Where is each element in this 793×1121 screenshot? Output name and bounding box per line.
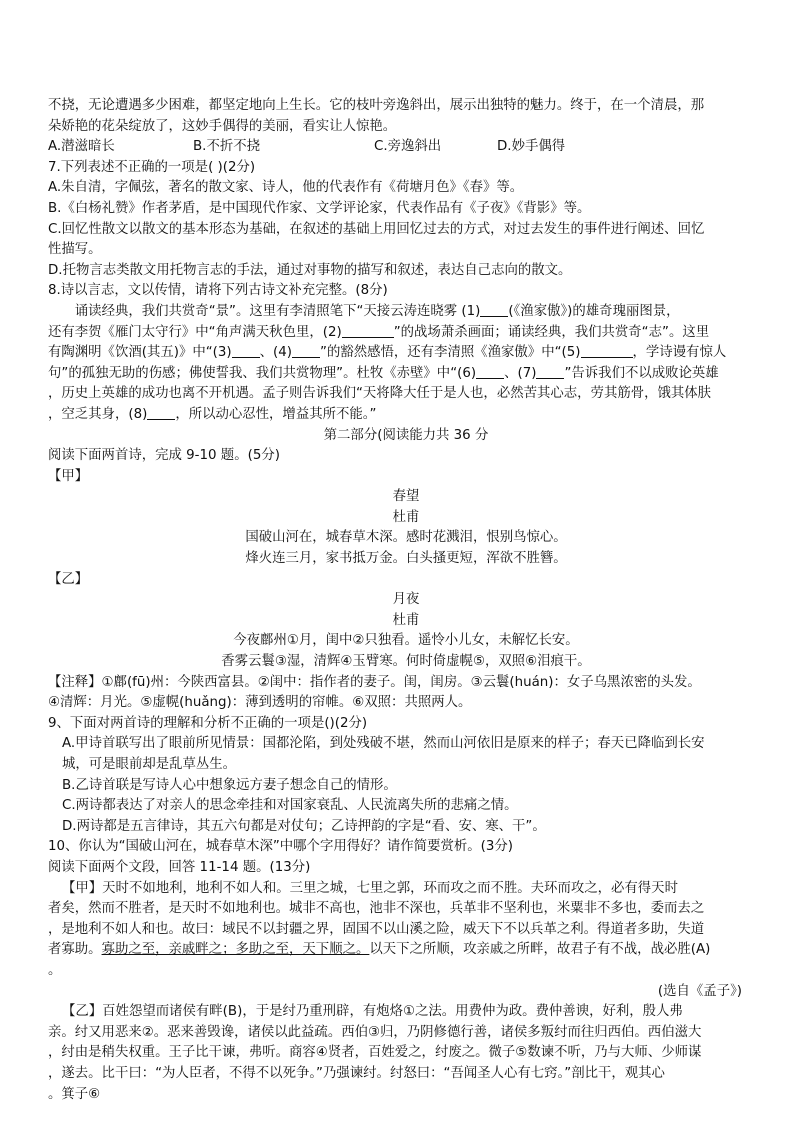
poem-yi-line: 今夜鄜州①月，闺中②只独看。遥怜小儿女，未解忆长安。 bbox=[233, 633, 579, 649]
answer-blank-8[interactable] bbox=[147, 405, 175, 420]
reading-intro: 阅读下面两个文段，回答 11-14 题。(13分) bbox=[48, 859, 311, 875]
passage-yi-line: ，纣由是稍失权重。王子比干谏，弗听。商容④贤者，百姓爱之，纣废之。微子⑤数谏不听，乃与大师、少师谋 bbox=[48, 1045, 702, 1061]
poem-yi-title: 月夜 bbox=[392, 592, 420, 608]
passage-source: (选自《孟子》) bbox=[657, 983, 742, 999]
q6-option-a: A.潜滋暗长 bbox=[48, 139, 115, 155]
poem-jia-line: 烽火连三月，家书抵万金。白头搔更短，浑欲不胜簪。 bbox=[245, 551, 567, 567]
q8-line: 有陶渊明《饮酒(其五)》中“(3) 、(4) ”的豁然感悟，还有李清照《渔家傲》中“(5) ，学诗谩有惊人 bbox=[48, 345, 727, 361]
q6-option-c: C.旁逸斜出 bbox=[374, 139, 442, 155]
poem-yi-label: 【乙】 bbox=[48, 571, 89, 587]
q9-option-c: C.两诗都表达了对亲人的思念牵挂和对国家衰乱、人民流离失所的悲痛之情。 bbox=[62, 798, 518, 814]
poem-yi-author: 杜甫 bbox=[392, 612, 420, 628]
q7-option-c: C.回忆性散文以散文的基本形态为基础，在叙述的基础上用回忆过去的方式，对过去发生的事件进行阐述、回忆 bbox=[48, 221, 705, 237]
q7-option-c-cont: 性描写。 bbox=[48, 242, 102, 258]
answer-blank-3[interactable] bbox=[232, 343, 260, 358]
q8-stem: 8.诗以言志，文以传情，请将下列古诗文补充完整。(8分) bbox=[48, 283, 388, 299]
answer-blank-6[interactable] bbox=[476, 364, 504, 379]
passage-yi-line: 亲。纣又用恶来②。恶来善毁谗，诸侯以此益疏。西伯③归，乃阴修德行善，诸侯多叛纣而往归西伯。西伯滋大 bbox=[48, 1024, 702, 1040]
q7-stem: 7.下列表述不正确的一项是( )(2分) bbox=[48, 159, 256, 175]
q8-line: ，空乏其身，(8) ，所以动心忍性，增益其所不能。” bbox=[48, 406, 377, 422]
passage-line: 不挠，无论遭遇多少困难，都坚定地向上生长。它的枝叶旁逸斜出，展示出独特的魅力。终于，在一个清晨，那 bbox=[48, 98, 705, 113]
answer-blank-5[interactable] bbox=[581, 343, 633, 358]
passage-jia-line: 者寡助。寡助之至，亲戚畔之；多助之至，天下顺之。以天下之所顺，攻亲戚之所畔，故君子有不战，战必胜(A) bbox=[48, 942, 711, 958]
underlined-sentence: 寡助之至，亲戚畔之；多助之至，天下顺之。 bbox=[101, 942, 370, 958]
q9-option-a-cont: 城，可是眼前却是乱草丛生。 bbox=[62, 757, 237, 772]
passage-yi-line: ，遂去。比干曰：“为人臣者，不得不以死争。”乃强谏纣。纣怒曰：“吾闻圣人心有七窍。”剖比干，观其心 bbox=[48, 1065, 665, 1081]
q7-option-d: D.托物言志类散文用托物言志的手法，通过对事物的描写和叙述，表达自己志向的散文。 bbox=[48, 262, 572, 278]
passage-yi-label: 【乙】 bbox=[62, 1004, 103, 1020]
poem-yi-line: 香雾云鬟③湿，清辉④玉臂寒。何时倚虚幌⑤，双照⑥泪痕干。 bbox=[221, 654, 591, 670]
q9-option-d: D.两诗都是五言律诗，其五六句都是对仗句；乙诗押韵的字是“看、安、寒、干”。 bbox=[62, 818, 546, 834]
q6-option-d: D.妙手偶得 bbox=[497, 139, 566, 155]
poem-jia-author: 杜甫 bbox=[392, 509, 420, 525]
passage-jia-line: ，是地利不如人和也。故曰：域民不以封疆之界，固国不以山溪之险，威天下不以兵革之利。得道者多助，失道 bbox=[48, 921, 705, 937]
answer-blank-4[interactable] bbox=[292, 343, 320, 358]
q10-stem: 10、你认为“国破山河在，城春草木深”中哪个字用得好？请作简要赏析。(3分) bbox=[48, 839, 513, 855]
answer-blank-7[interactable] bbox=[536, 364, 564, 379]
q7-option-a: A.朱自清，字佩弦，著名的散文家、诗人，他的代表作有《荷塘月色》《春》等。 bbox=[48, 180, 524, 196]
q9-option-b: B.乙诗首联是写诗人心中想象远方妻子想念自己的情形。 bbox=[62, 777, 397, 793]
q9-option-a: A.甲诗首联写出了眼前所见情景：国都沦陷，到处残破不堪，然而山河依旧是原来的样子；春天已降临到长安 bbox=[62, 736, 705, 752]
passage-yi-line: 【乙】百姓怨望而诸侯有畔(B)，于是纣乃重刑辟，有炮烙①之法。用费仲为政。费仲善谀，好利，殷人弗 bbox=[62, 1004, 683, 1020]
poem-jia-line: 国破山河在，城春草木深。感时花溅泪，恨别鸟惊心。 bbox=[245, 530, 567, 546]
passage-yi-line: 。箕子⑥ bbox=[48, 1086, 101, 1102]
answer-blank-1[interactable] bbox=[480, 302, 508, 317]
q6-option-b: B.不折不挠 bbox=[193, 139, 261, 155]
passage-jia-line: 【甲】天时不如地利，地利不如人和。三里之城，七里之郭，环而攻之而不胜。夫环而攻之，必有得天时 bbox=[62, 880, 678, 896]
q9-stem: 9、下面对两首诗的理解和分析不正确的一项是()(2分) bbox=[48, 715, 368, 731]
document-page bbox=[48, 96, 764, 1105]
poems-intro: 阅读下面两首诗，完成 9-10 题。(5分) bbox=[48, 448, 280, 464]
q8-fill-paragraph: 诵读经典，我们共赏奇“景”。这里有李清照笔下“天接云涛连晓雾 (1) (《渔家傲》)的雄奇瑰丽图景， bbox=[74, 303, 680, 319]
q8-line: 句”的孤独无助的伤感；佛使誓我、我们共赏物理”。杜牧《赤壁》中“(6) 、(7) ”告诉我们不以成败论英雄 bbox=[48, 365, 719, 381]
part2-heading: 第二部分(阅读能力共 36 分 bbox=[323, 427, 489, 443]
poem-notes: ④清辉：月光。⑤虚幌(huǎng)：薄到透明的帘帷。⑥双照：共照两人。 bbox=[48, 695, 472, 711]
poem-notes: 【注释】①鄜(fū)州：今陕西富县。②闺中：指作者的妻子。闺，闺房。③云鬟(huán)：女子乌黑浓密的头发。 bbox=[48, 674, 701, 690]
q6-options bbox=[48, 137, 764, 158]
passage-line: 朵娇艳的花朵绽放了，这妙手偶得的美丽，看实让人惊艳。 bbox=[48, 118, 397, 134]
answer-blank-2[interactable] bbox=[342, 323, 394, 338]
q8-line: 还有李贺《雁门太守行》中“角声满天秋色里，(2) ”的战场萧杀画面；诵读经典，我们共赏奇“志”。这里 bbox=[48, 324, 710, 340]
q7-option-b: B.《白杨礼赞》作者茅盾，是中国现代作家、文学评论家，代表作品有《子夜》《背影》等。 bbox=[48, 200, 591, 216]
passage-jia-label: 【甲】 bbox=[62, 880, 103, 896]
q8-line: ，历史上英雄的成功也离不开机遇。孟子则告诉我们“天将降大任于是人也，必然苦其心志，劳其筋骨，饿其体肤 bbox=[48, 386, 712, 402]
poem-jia-title: 春望 bbox=[392, 489, 420, 505]
passage-jia-line: 。 bbox=[48, 962, 62, 978]
poem-jia-label: 【甲】 bbox=[48, 468, 89, 484]
passage-jia-line: 者矣，然而不胜者，是天时不如地利也。城非不高也，池非不深也，兵革非不坚利也，米粟非不多也，委而去之 bbox=[48, 901, 705, 917]
